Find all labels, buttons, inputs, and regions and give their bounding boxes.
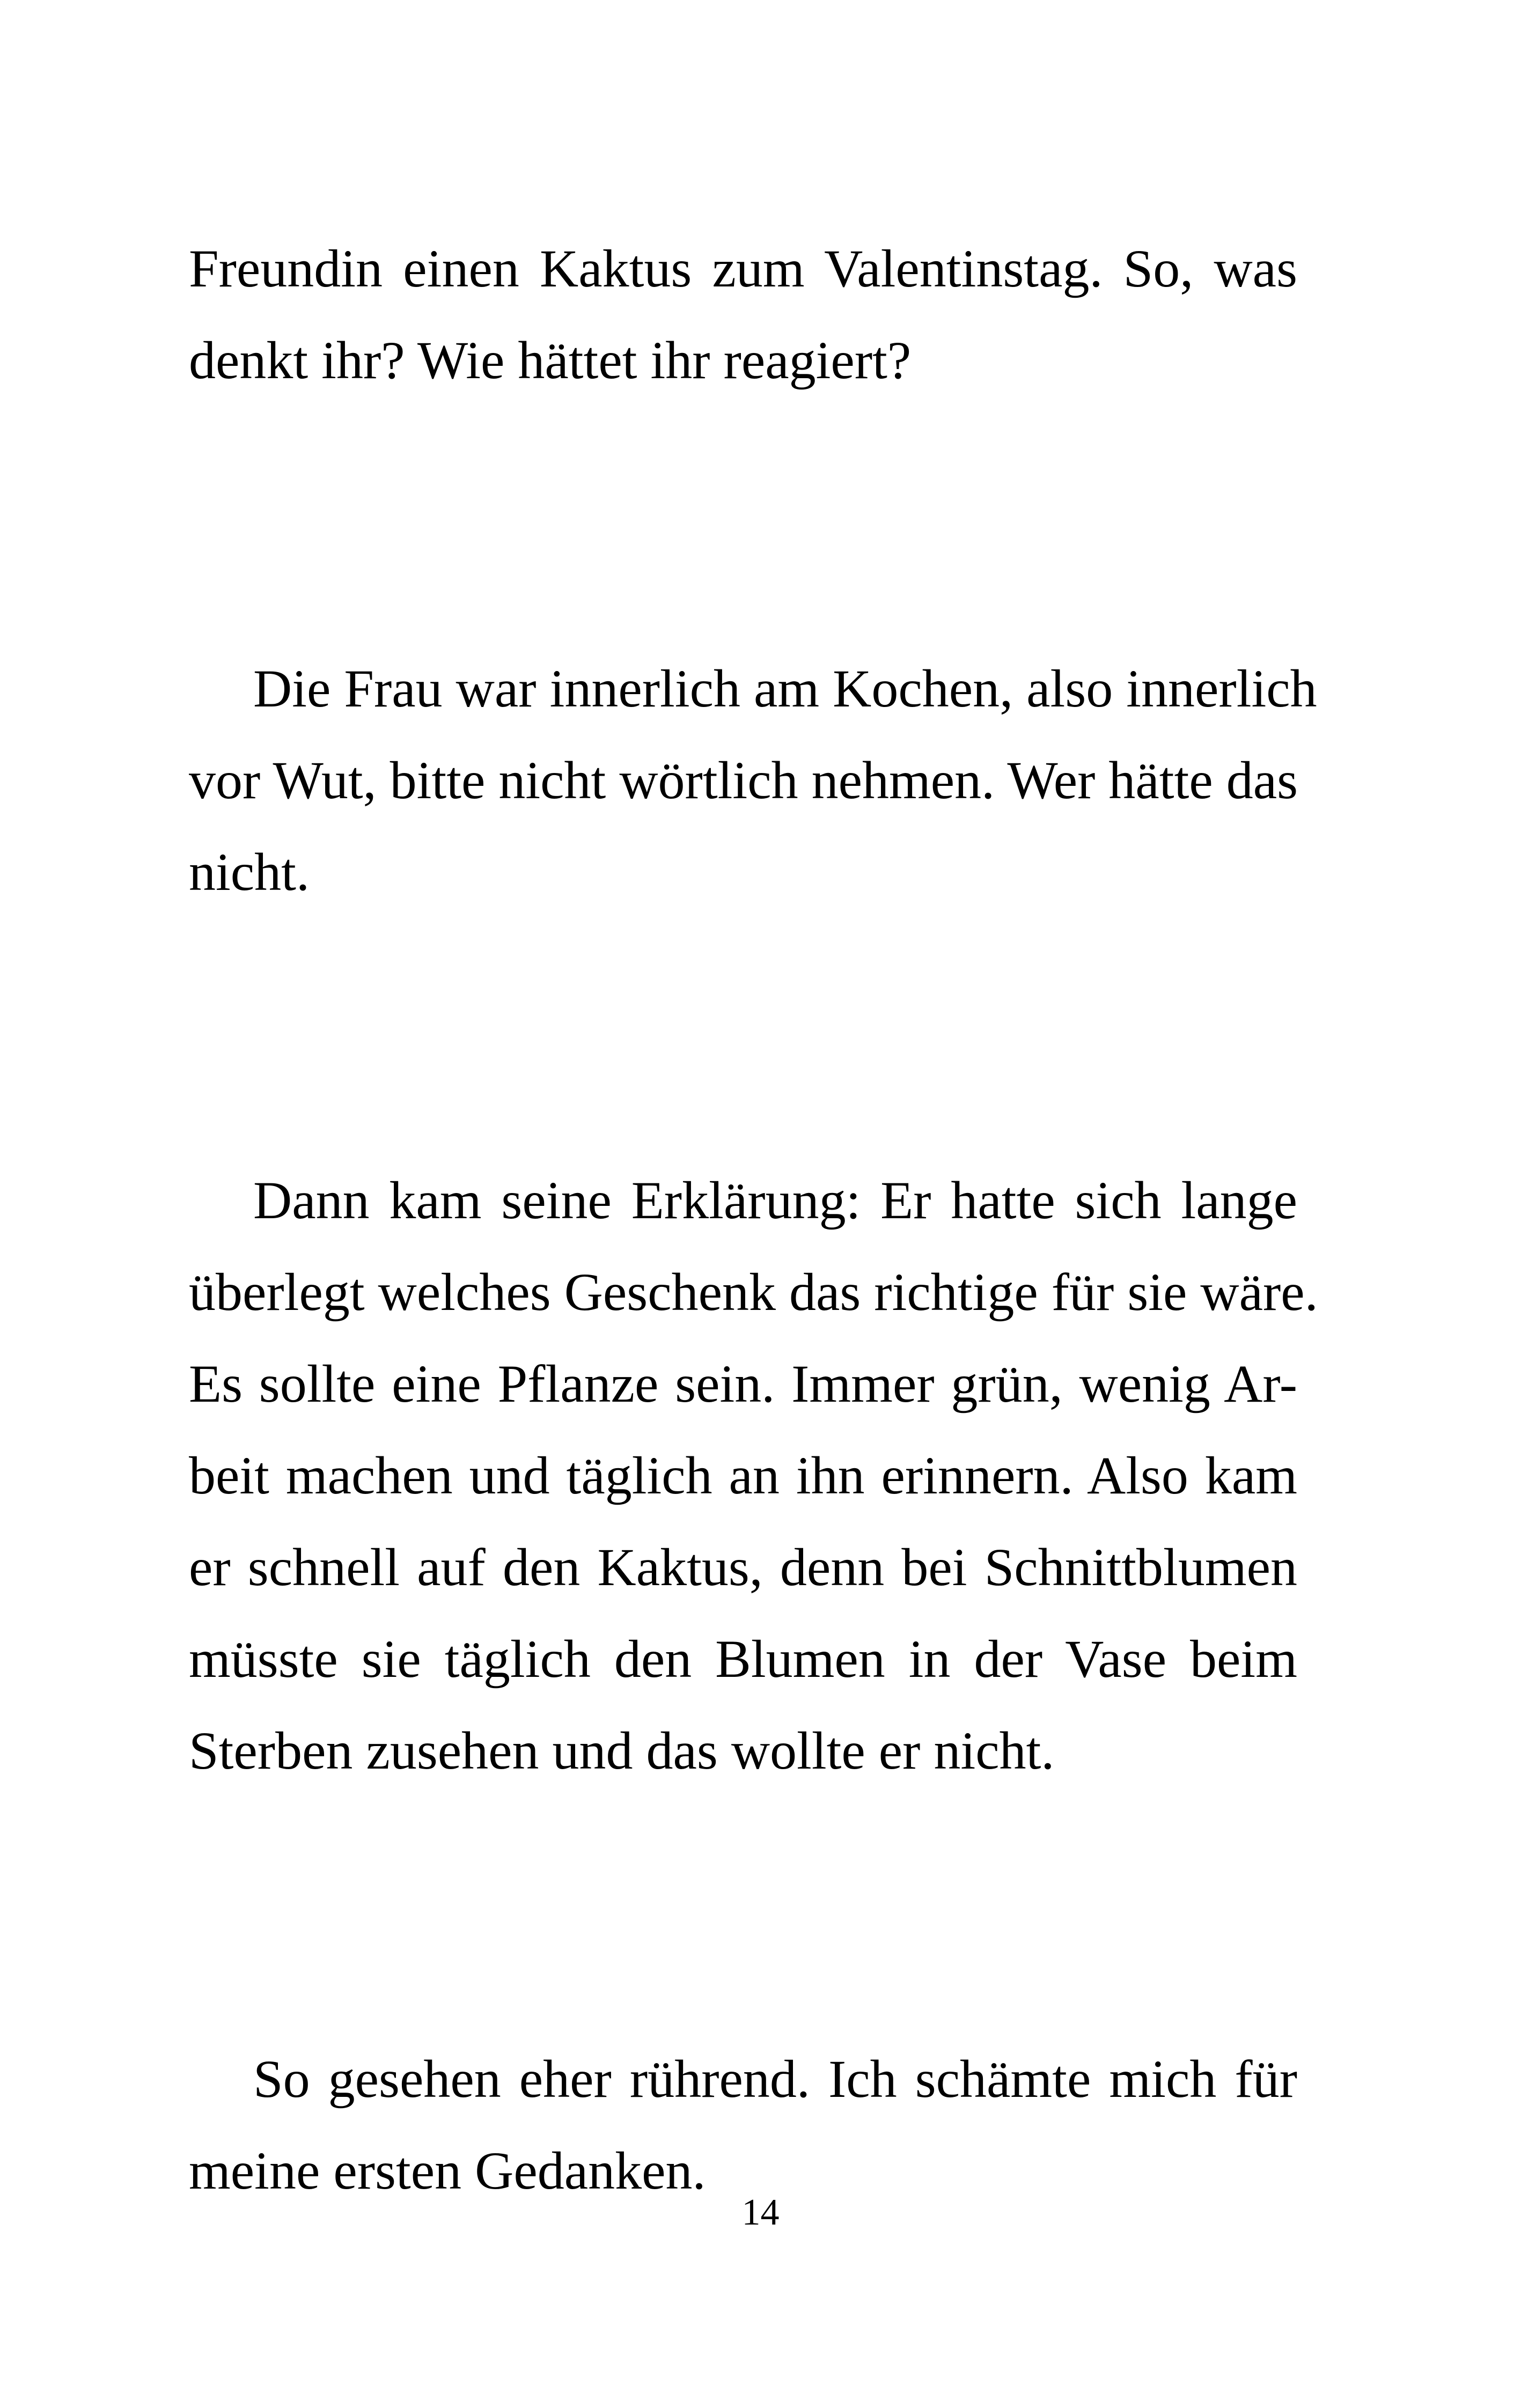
text-line: meine ersten Gedanken. [189,2141,706,2200]
text-line: Freundin einen Kaktus zum Valentinstag. So, was [189,239,1297,298]
text-line: er schnell auf den Kaktus, denn bei Schnittblumen [189,1537,1297,1597]
paragraph-3 [189,1154,1318,1796]
text-line: nicht. [189,842,310,902]
text-line: Sterben zusehen und das wollte er nicht. [189,1721,1055,1780]
text-line: überlegt welches Geschenk das richtige für sie wäre. [189,1262,1318,1322]
text-line: So gesehen eher rührend. Ich schämte mich für [253,2049,1297,2109]
text-line: Es sollte eine Pflanze sein. Immer grün, wenig Ar- [189,1354,1297,1413]
paragraph-gap [189,918,1297,1154]
text-line: beit machen und täglich an ihn erinnern. Also kam [189,1446,1297,1505]
text-line: Dann kam seine Erklärung: Er hatte sich lange [253,1170,1297,1230]
text-line: müsste sie täglich den Blumen in der Vase beim [189,1629,1297,1689]
body-text [189,223,1318,2216]
text-line: Die Frau war innerlich am Kochen, also innerlich [253,659,1317,718]
page-number: 14 [741,2192,780,2233]
paragraph-2 [189,643,1317,918]
paragraph-gap [189,406,1297,643]
text-line: denkt ihr? Wie hättet ihr reagiert? [189,330,912,390]
paragraph-gap [189,1796,1297,2033]
paragraph-1 [189,223,1297,406]
text-line: vor Wut, bitte nicht wörtlich nehmen. Wer hätte das [189,750,1298,810]
